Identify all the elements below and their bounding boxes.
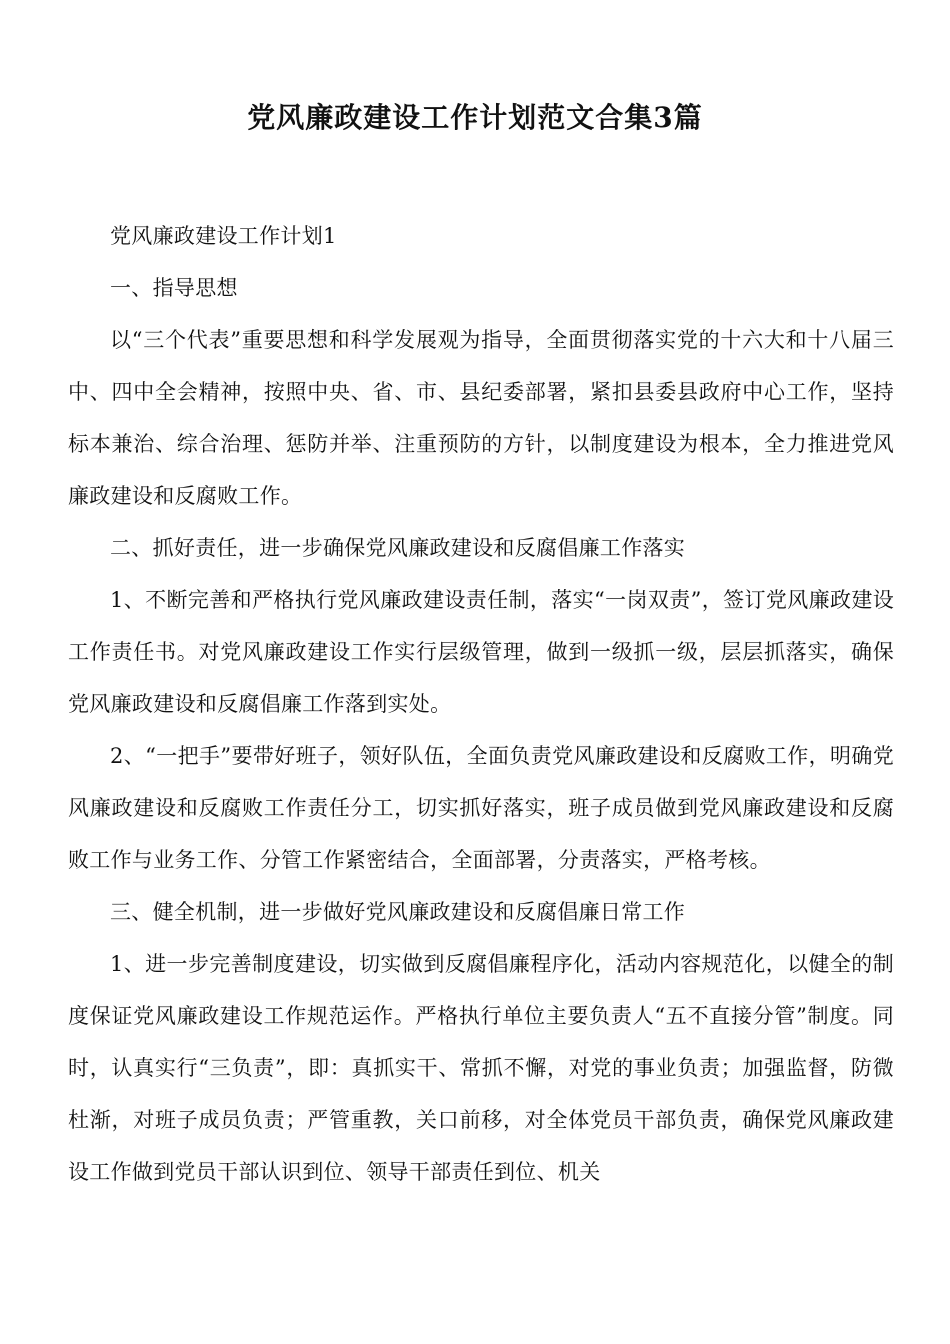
paragraph-responsibility-1: 1、不断完善和严格执行党风廉政建设责任制，落实“一岗双责”，签订党风廉政建设工作责任书。对党风廉政建设工作实行层级管理，做到一级抓一级，层层抓落实，确保党风廉政建设和反腐倡廉工作落到实处。 [68,588,894,716]
section-heading-mechanism: 三、健全机制，进一步做好党风廉政建设和反腐倡廉日常工作 [110,900,686,924]
paragraph-responsibility-2: 2、“一把手”要带好班子，领好队伍，全面负责党风廉政建设和反腐败工作，明确党风廉政建设和反腐败工作责任分工，切实抓好落实，班子成员做到党风廉政建设和反腐败工作与业务工作、分管工作紧密结合，全面部署，分责落实，严格考核。 [68,744,894,872]
section-heading-guiding-ideology: 一、指导思想 [110,276,238,300]
section-heading-plan-1: 党风廉政建设工作计划1 [110,224,337,248]
paragraph-guiding-ideology: 以“三个代表”重要思想和科学发展观为指导，全面贯彻落实党的十六大和十八届三中、四中全会精神，按照中央、省、市、县纪委部署，紧扣县委县政府中心工作，坚持标本兼治、综合治理、惩防并举、注重预防的方针，以制度建设为根本，全力推进党风廉政建设和反腐败工作。 [68,328,894,508]
document-title: 党风廉政建设工作计划范文合集3篇 [247,101,703,134]
section-heading-responsibility: 二、抓好责任，进一步确保党风廉政建设和反腐倡廉工作落实 [110,536,686,560]
document-body [68,210,894,1198]
paragraph-mechanism-1: 1、进一步完善制度建设，切实做到反腐倡廉程序化，活动内容规范化，以健全的制度保证党风廉政建设工作规范运作。严格执行单位主要负责人“五不直接分管”制度。同时，认真实行“三负责”，即：真抓实干、常抓不懈，对党的事业负责；加强监督，防微杜渐，对班子成员负责；严管重教，关口前移，对全体党员干部负责，确保党风廉政建设工作做到党员干部认识到位、领导干部责任到位、机关 [68,952,894,1184]
